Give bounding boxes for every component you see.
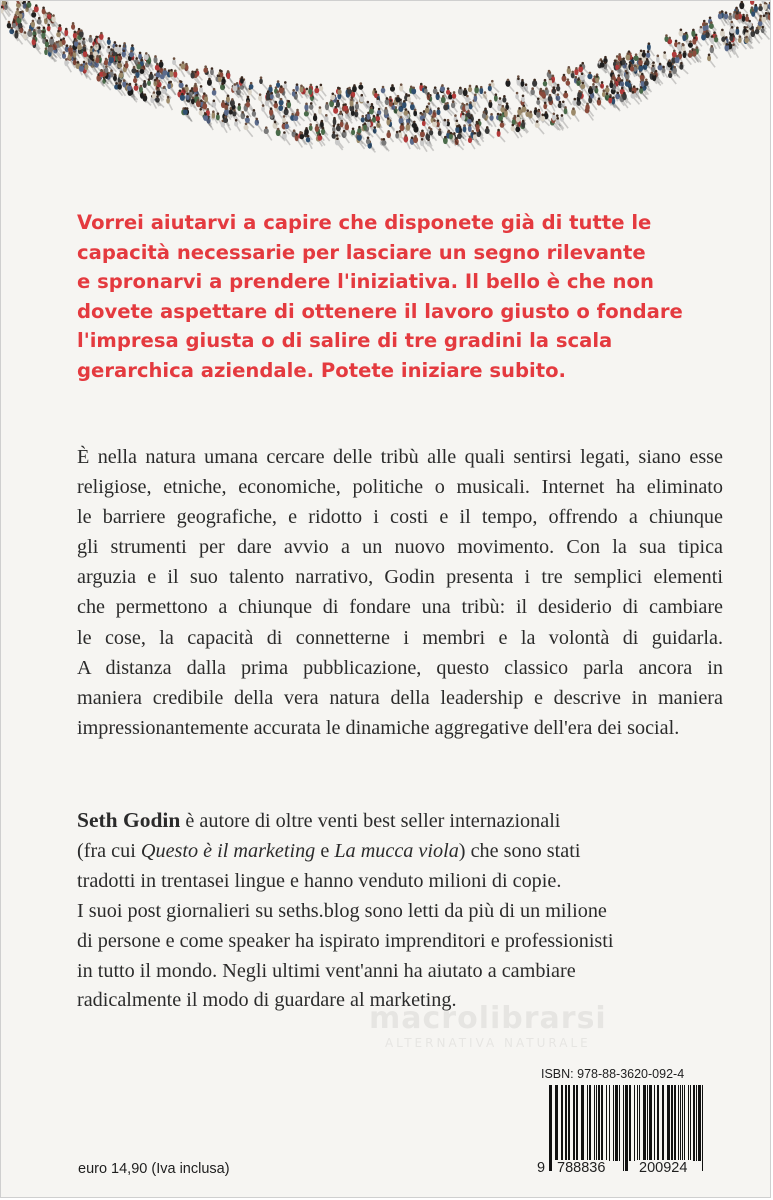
author-bio-text: (fra cui: [77, 839, 141, 862]
crowd-person: [324, 114, 332, 127]
crowd-person: [264, 126, 272, 140]
barcode-bar: [565, 1085, 567, 1161]
barcode-bar: [589, 1085, 591, 1161]
pull-quote: [77, 208, 717, 386]
crowd-person: [226, 71, 234, 85]
barcode-bar: [649, 1085, 652, 1161]
crowd-person: [485, 126, 494, 138]
barcode-bar: [647, 1085, 648, 1161]
barcode-bar: [601, 1085, 603, 1161]
barcode-bar: [619, 1085, 620, 1161]
barcode-bar: [568, 1085, 570, 1161]
barcode-bar: [684, 1085, 685, 1161]
barcode-bar: [671, 1085, 673, 1161]
crowd-person: [313, 113, 319, 126]
crowd-person: [304, 109, 311, 122]
pull-quote-line: dovete aspettare di ottenere il lavoro giusto o fondare: [77, 299, 683, 323]
barcode-bar: [623, 1085, 624, 1171]
pull-quote-line: e spronarvi a prendere l'iniziativa. Il bello è che non: [77, 270, 654, 294]
barcode-bar: [573, 1085, 575, 1161]
crowd-person: [515, 92, 521, 104]
description-line: gli strumenti per dare avvio a un nuovo movimento. Con la sua tipica: [77, 536, 723, 559]
description-line: A distanza dalla prima pubblicazione, questo classico parla ancora in: [77, 656, 723, 679]
crowd-person: [309, 102, 315, 116]
description-line: le cose, la capacità di connetterne i membri e la volontà di guidarla.: [77, 626, 723, 649]
barcode-bar: [682, 1085, 683, 1161]
barcode-bar: [594, 1085, 595, 1161]
barcode-bar: [667, 1085, 670, 1161]
barcode-bar: [698, 1085, 701, 1161]
store-watermark: [369, 1001, 607, 1050]
crowd-person: [404, 134, 411, 149]
barcode: [537, 1085, 707, 1171]
author-bio-text: è autore di oltre venti best seller internazionali: [180, 810, 561, 832]
barcode-bar: [629, 1085, 631, 1161]
barcode-bar: [615, 1085, 618, 1161]
author-bio-line: [77, 806, 717, 837]
crowd-person: [571, 107, 579, 121]
barcode-bar: [657, 1085, 659, 1161]
book-title: La mucca viola: [334, 839, 459, 862]
author-bio-text: e: [315, 839, 335, 862]
watermark-tagline: ALTERNATIVA NATURALE: [384, 1036, 591, 1050]
barcode-bar: [639, 1085, 640, 1161]
barcode-bar: [690, 1085, 691, 1161]
book-title: Questo è il marketing: [140, 839, 316, 862]
barcode-bar: [609, 1085, 610, 1161]
description-line: religiose, etniche, economiche, politiche o musicali. Internet ha eliminato: [77, 476, 723, 499]
barcode-bar: [702, 1085, 703, 1171]
pull-quote-line: l'impresa giusta o di salire di tre gradini la scala: [77, 329, 613, 353]
author-bio-line: I suoi post giornalieri su seths.blog sono letti da più di un milione: [77, 899, 607, 922]
barcode-bar: [688, 1085, 689, 1161]
crowd-person: [504, 109, 512, 124]
pull-quote-line: capacità necessarie per lasciare un segno rilevante: [77, 240, 646, 264]
barcode-bar: [662, 1085, 664, 1161]
description-line: impressionantemente accurata le dinamiche aggregative dell'era dei social.: [77, 716, 680, 739]
crowd-person: [488, 100, 496, 112]
barcode-bar: [581, 1085, 584, 1161]
author-bio-line: in tutto il mondo. Negli ultimi vent'anni ha aiutato a cambiare: [77, 959, 576, 982]
barcode-bar: [576, 1085, 578, 1161]
barcode-bar: [693, 1085, 695, 1161]
price-label: euro 14,90 (Iva inclusa): [78, 1161, 230, 1177]
crowd-person: [64, 28, 72, 43]
barcode-bar: [680, 1085, 681, 1161]
crowd-person: [259, 76, 268, 90]
author-bio-text: ) che sono stati: [458, 839, 581, 862]
crowd-person: [505, 79, 514, 92]
author-bio-line: di persone e come speaker ha ispirato imprenditori e professionisti: [77, 929, 614, 952]
crowd-person: [293, 113, 300, 125]
crowd-person: [125, 61, 132, 75]
barcode-bar: [654, 1085, 655, 1161]
barcode-digits-right: 200924: [635, 1160, 691, 1176]
crowd-person: [399, 83, 408, 96]
author-bio-line: [77, 837, 717, 867]
pull-quote-line: Vorrei aiutarvi a capire che disponete già di tutte le: [77, 211, 652, 234]
barcode-bar: [587, 1085, 588, 1161]
crowd-person: [563, 91, 571, 105]
description-line: È nella natura umana cercare delle tribù alle quali sentirsi legati, siano esse: [77, 446, 723, 468]
crowd-person: [497, 129, 505, 142]
author-bio-line: radicalmente il modo di guardare al marketing.: [77, 989, 457, 1012]
barcode-bar: [561, 1085, 563, 1171]
barcode-digits: [537, 1160, 707, 1184]
barcode-bar: [596, 1085, 597, 1161]
description-line: maniera credibile della vera natura della leadership e descrive in maniera: [77, 686, 723, 709]
pull-quote-line: gerarchica aziendale. Potete iniziare subito.: [77, 358, 566, 382]
barcode-bar: [606, 1085, 607, 1161]
barcode-digit-first: 9: [537, 1160, 546, 1176]
barcode-bar: [598, 1085, 600, 1161]
barcode-bar: [643, 1085, 646, 1161]
crowd-person: [386, 130, 393, 142]
description-line: arguzia e il suo talento narrativo, Godin presenta i tre semplici elementi: [77, 566, 723, 589]
watermark-logo-text: macrolibrarsi: [369, 1001, 607, 1036]
book-description: [77, 442, 723, 743]
barcode-bar: [678, 1085, 679, 1161]
crowd-person: [381, 86, 388, 100]
barcode-bar: [637, 1085, 638, 1161]
crowd-person: [530, 87, 538, 99]
author-name: Seth Godin: [77, 808, 181, 832]
crowd-of-people-image: [1, 1, 771, 176]
author-bio: [77, 806, 717, 1016]
isbn-label: ISBN: 978-88-3620-092-4: [541, 1067, 685, 1081]
crowd-person: [258, 93, 264, 106]
description-line: che permettono a chiunque di fondare una tribù: il desiderio di cambiare: [77, 596, 723, 619]
barcode-bar: [674, 1085, 676, 1161]
crowd-person: [707, 54, 715, 68]
barcode-bar: [555, 1085, 558, 1171]
crowd-person: [420, 138, 427, 152]
crowd-person: [143, 93, 151, 105]
barcode-digits-left: 788836: [553, 1160, 609, 1176]
crowd-person: [710, 45, 718, 58]
barcode-bar: [625, 1085, 628, 1171]
barcode-bar: [634, 1085, 635, 1161]
crowd-person: [739, 1, 747, 13]
author-bio-line: tradotti in trentasei lingue e hanno venduto milioni di copie.: [77, 869, 562, 892]
crowd-person: [566, 78, 573, 91]
barcode-bar: [696, 1085, 697, 1161]
barcode-bar: [549, 1085, 552, 1171]
barcode-bar: [613, 1085, 614, 1161]
description-line: le barriere geografiche, e ridotto i costi e il tempo, offrendo a chiunque: [77, 506, 723, 529]
crowd-person: [172, 57, 180, 70]
